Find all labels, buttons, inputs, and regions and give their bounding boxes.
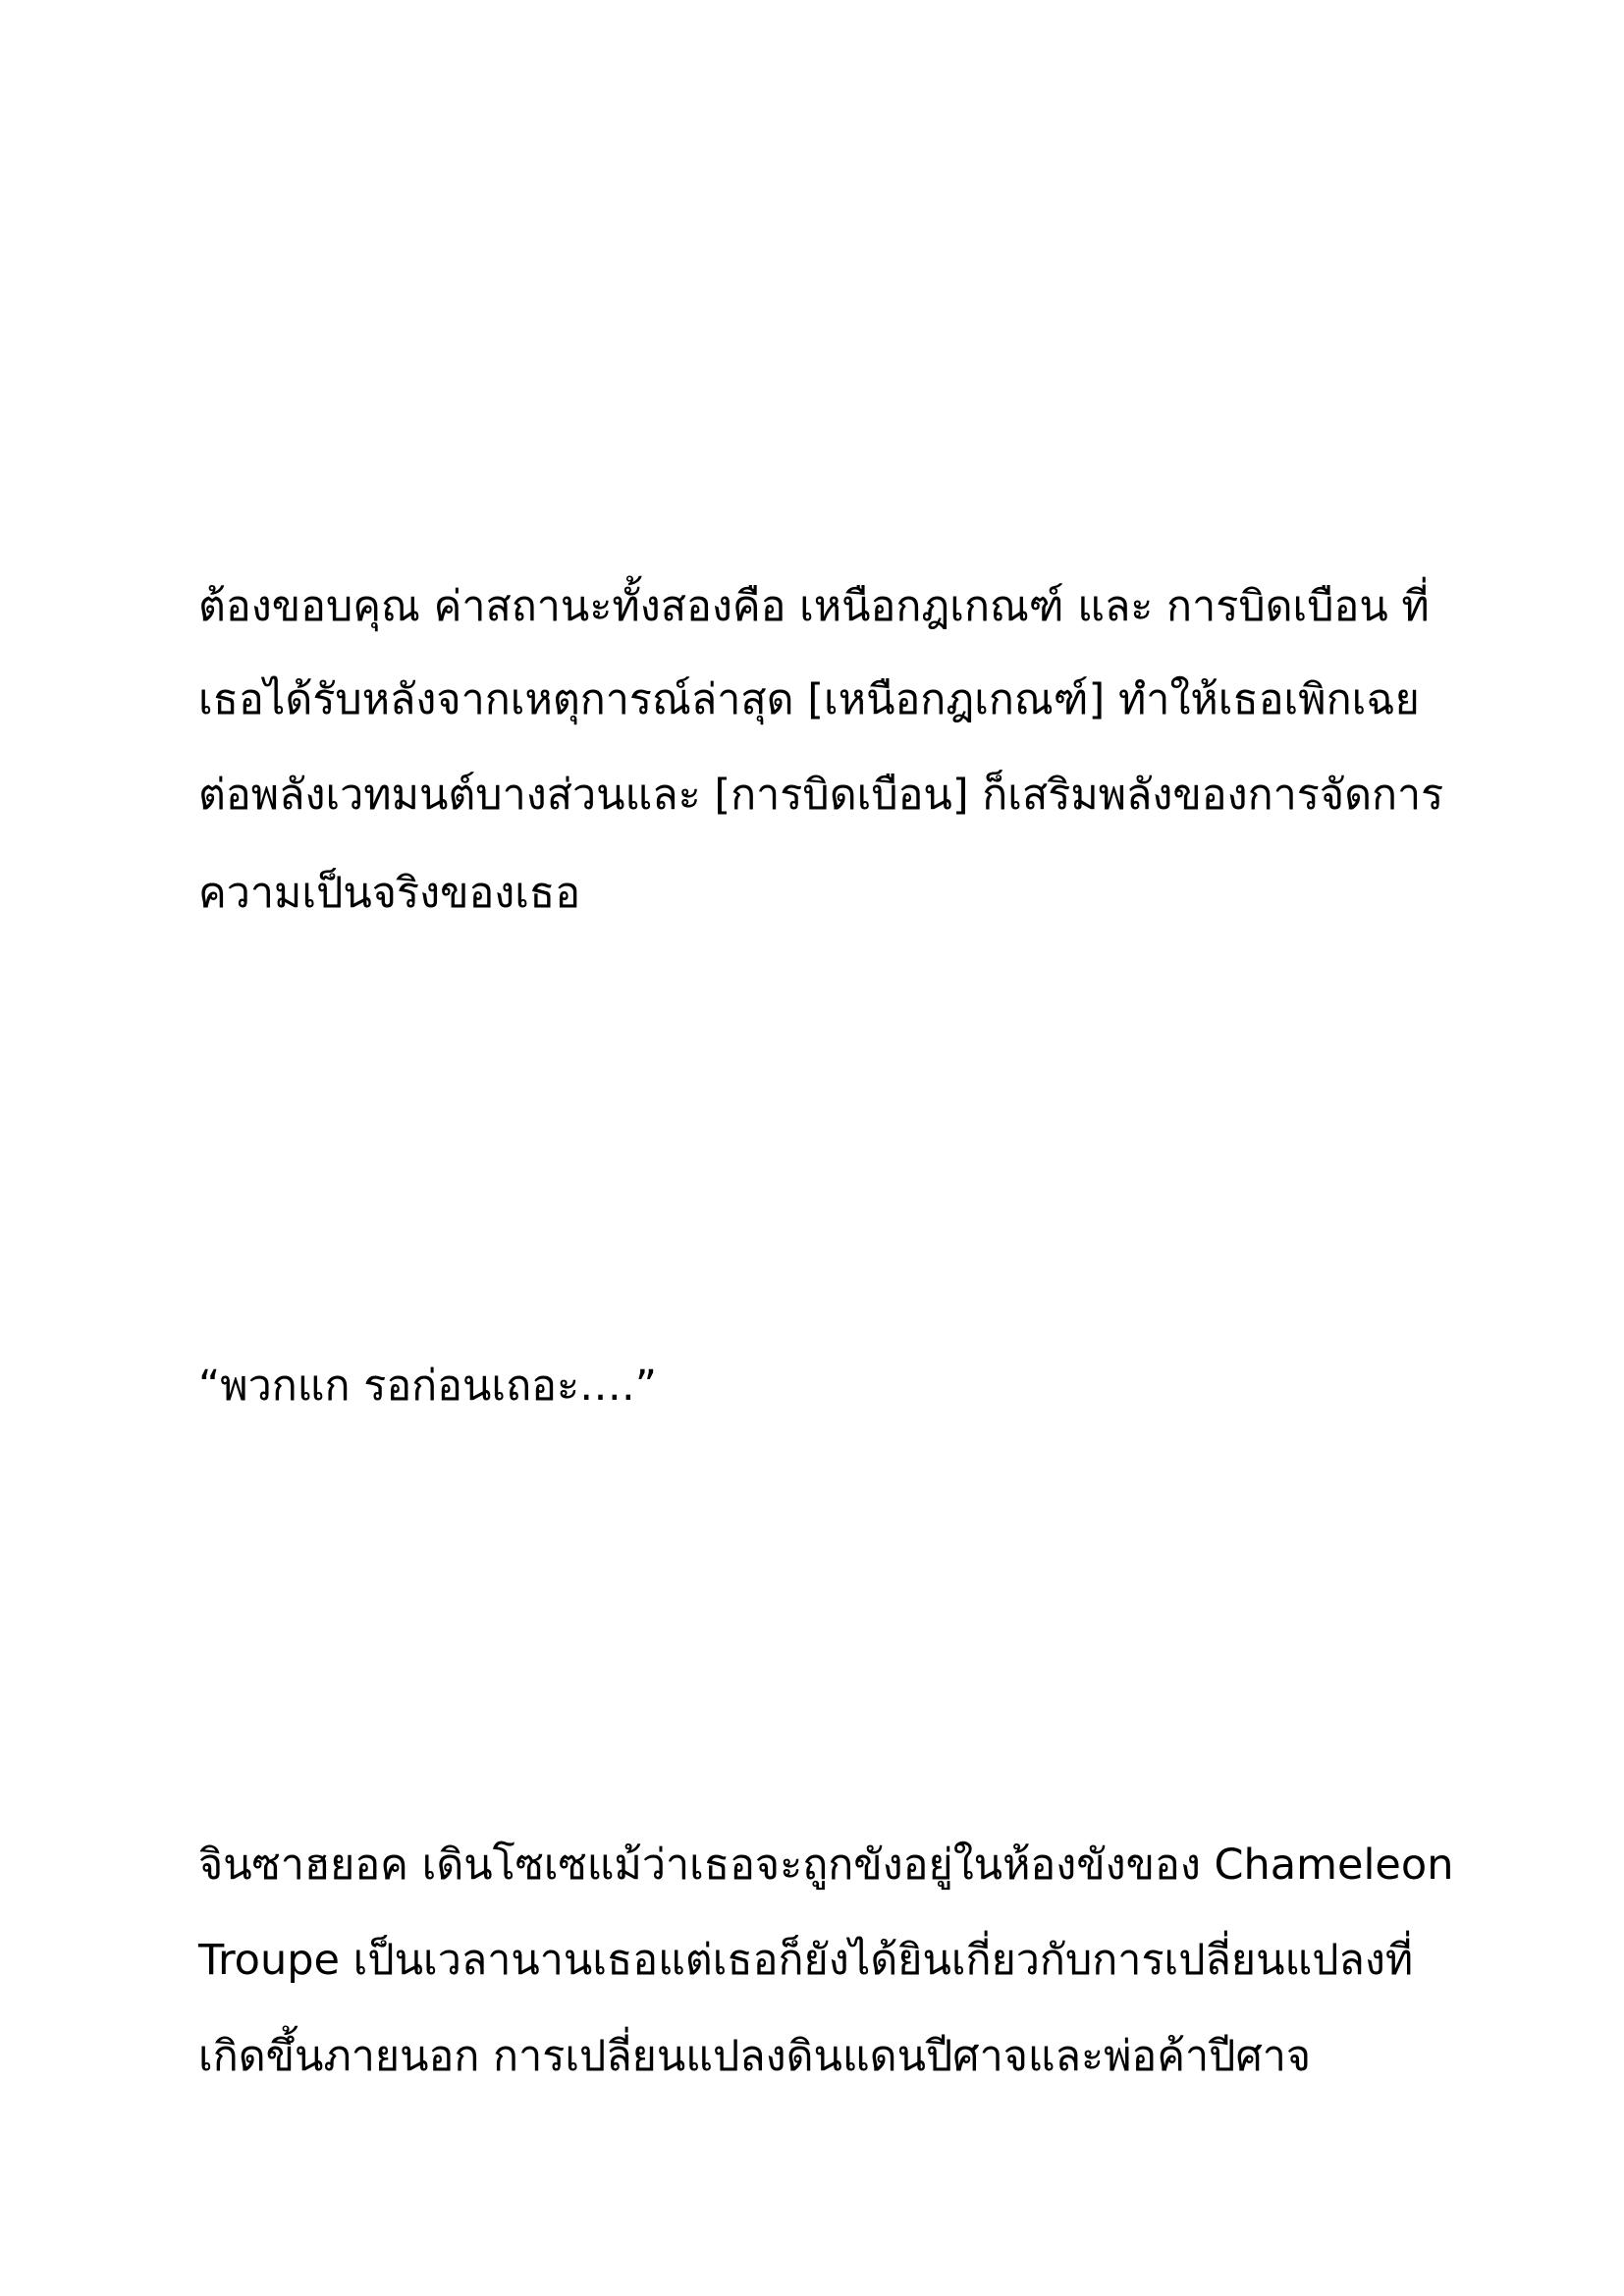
paragraph-3-line-1: จินซาฮยอค เดินโซเซแม้ว่าเธอจะถูกขังอยู่ในห้องขังของ Chameleon — [198, 1841, 1454, 1890]
paragraph-1-line-4: ความเป็นจริงของเธอ — [198, 869, 581, 918]
paragraph-3-line-3: เกิดขึ้นภายนอก การเปลี่ยนแปลงดินแดนปีศาจและพ่อค้าปีศาจ — [198, 2032, 1312, 2081]
paragraph-3-line-2: Troupe เป็นเวลานานเธอแต่เธอก็ยังได้ยินเกี่ยวกับการเปลี่ยนแปลงที่ — [198, 1936, 1414, 1985]
paragraph-1-line-1: ต้องขอบคุณ ค่าสถานะทั้งสองคือ เหนือกฎเกณฑ์ และ การบิดเบือน ที่ — [198, 582, 1430, 631]
paragraph-1-line-2: เธอได้รับหลังจากเหตุการณ์ล่าสุด [เหนือกฎเกณฑ์] ทำให้เธอเพิกเฉย — [198, 675, 1420, 724]
paragraph-1-line-3: ต่อพลังเวทมนต์บางส่วนและ [การบิดเบือน] ก็เสริมพลังของการจัดการ — [198, 771, 1444, 820]
paragraph-2-line-1: “พวกแก รอก่อนเถอะ….” — [198, 1362, 657, 1411]
